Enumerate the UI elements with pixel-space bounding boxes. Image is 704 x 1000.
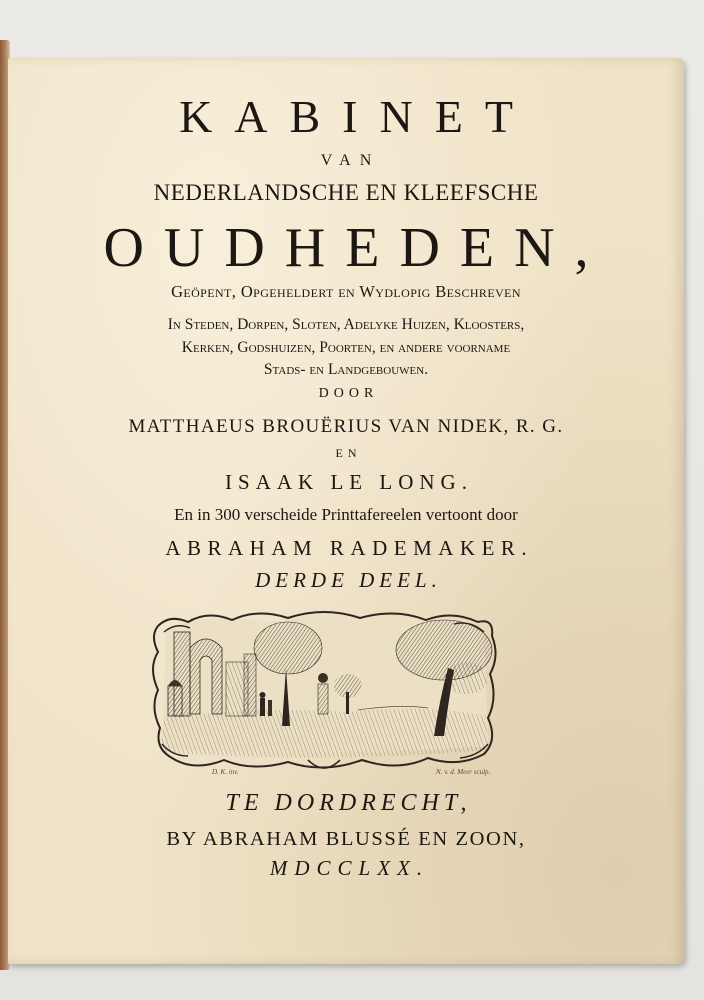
title-kabinet: KABINET — [179, 91, 535, 142]
engraved-vignette — [148, 608, 500, 776]
title-description: Geöpent, Opgeheldert en Wydlopig Beschreven — [171, 282, 521, 301]
title-oudheden: OUDHEDEN, — [103, 217, 609, 279]
prints-line: En in 300 verscheide Printtafereelen vertoont door — [174, 505, 518, 524]
places-line-3: Stads- en Landgebouwen. — [263, 361, 429, 378]
author-le-long: ISAAK LE LONG. — [225, 470, 473, 494]
illustrator-rademaker: ABRAHAM RADEMAKER. — [165, 536, 534, 560]
places-line-2: Kerken, Godshuizen, Poorten, en andere voorname — [181, 339, 511, 356]
title-subtitle: NEDERLANDSCHE EN KLEEFSCHE — [153, 180, 539, 205]
imprint-year: MDCCLXX. — [269, 856, 430, 880]
vignette-signature-left: D. K. inv. — [212, 768, 239, 776]
author-brouerius: MATTHAEUS BROUËRIUS VAN NIDEK, R. G. — [128, 416, 564, 437]
imprint-publisher: BY ABRAHAM BLUSSÉ EN ZOON, — [166, 828, 526, 850]
door-label: DOOR — [318, 386, 379, 401]
en-label: EN — [335, 446, 362, 460]
title-van: VAN — [320, 152, 381, 169]
imprint-place: TE DORDRECHT, — [225, 790, 472, 816]
vignette-signature-right: N. v. d. Meer sculp. — [436, 768, 491, 776]
places-line-1: In Steden, Dorpen, Sloten, Adelyke Huizen, Kloosters, — [167, 316, 525, 333]
volume-label: DERDE DEEL. — [255, 568, 442, 592]
